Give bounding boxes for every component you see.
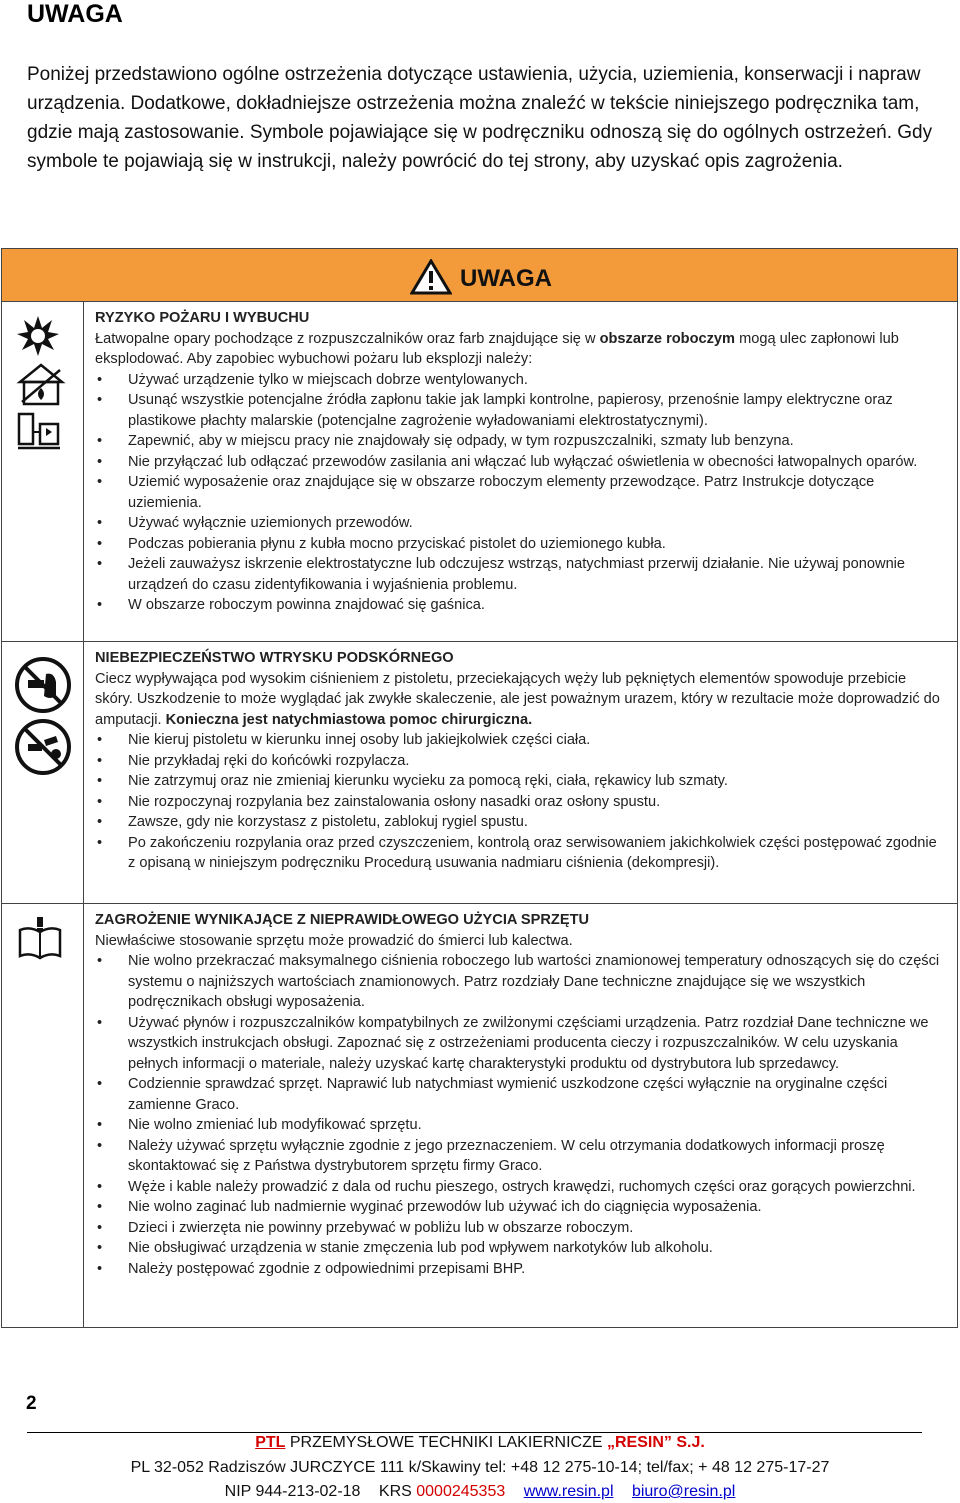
list-item: • Nie przyłączać lub odłączać przewodów zasilania ani włączać lub wyłączać oświetlenia w obecności łatwopalnych oparów. <box>95 452 947 473</box>
list-item: • Nie przykładaj ręki do końcówki rozpylacza. <box>95 751 947 772</box>
list-item: • Węże i kable należy prowadzić z dala od ruchu pieszego, ostrych krawędzi, ruchomych części oraz gorących powierzchni. <box>95 1177 947 1198</box>
lead-text-end: mogą ulec zapłonowi lub eksplodować. Aby zapobiec wybuchowi pożaru lub eksplozji należy: <box>95 330 899 367</box>
warning-triangle-icon <box>410 259 452 295</box>
list-item: • Używać płynów i rozpuszczalników kompatybilnych ze zwilżonymi częściami urządzenia. Patrz rozdział Dane techniczne we wszystkich instrukcjach obsługi. Zapoznać się z ostrzeżeniami producenta cieczy i rozpuszczalników. W celu uzyskania pełnych informacji o materiale, należy uzyskać kartę charakterystyki produktu od dystrybutora lub sprzedawcy. <box>95 1013 947 1075</box>
section-icons <box>2 302 84 641</box>
list-item: • Jeżeli zauważysz iskrzenie elektrostatyczne lub odczujesz wstrząs, natychmiast przerwij działanie. Nie używaj ponownie urządzeń do czasu zidentyfikowania i wyjaśnienia problemu. <box>95 554 947 595</box>
grounding-icon <box>16 410 62 450</box>
list-item: • Nie obsługiwać urządzenia w stanie zmęczenia lub pod wpływem narkotyków lub alkoholu. <box>95 1238 947 1259</box>
lead-text: Łatwopalne opary pochodzące z rozpuszczalników oraz farb znajdujące się w <box>95 330 600 347</box>
section-equipment-misuse <box>2 903 957 1327</box>
footer-brand: „RESIN” S.J. <box>606 1434 705 1451</box>
lead-bold: obszarze roboczym <box>599 330 736 347</box>
section-content <box>95 910 947 1279</box>
section-injection-hazard <box>2 641 957 903</box>
warning-table-title: UWAGA <box>460 265 552 292</box>
list-item: • Zapewnić, aby w miejscu pracy nie znajdowały się odpady, w tym rozpuszczalniki, szmaty lub benzyna. <box>95 431 947 452</box>
footer-company-line <box>0 1434 960 1452</box>
list-item: • Używać urządzenie tylko w miejscach dobrze wentylowanych. <box>95 370 947 391</box>
list-item: • Uziemić wyposażenie oraz znajdujące się w obszarze roboczym elementy przewodzące. Patrz Instrukcje dotyczące uziemienia. <box>95 472 947 513</box>
section-lead <box>95 669 947 731</box>
no-open-flame-icon <box>16 362 66 406</box>
lead-text: Niewłaściwe stosowanie sprzętu może prowadzić do śmierci lub kalectwa. <box>95 932 573 949</box>
list-item: • Po zakończeniu rozpylania oraz przed czyszczeniem, kontrolą oraz serwisowaniem jakichkolwiek części postępować zgodnie z opisaną w niniejszym podręczniku Procedurą usuwania nadmiaru ciśnienia (dekompresji). <box>95 833 947 874</box>
section-icons <box>2 642 84 903</box>
section-fire-explosion <box>2 301 957 641</box>
footer-krs-label: KRS <box>378 1483 412 1500</box>
no-spray-at-body-icon <box>14 718 72 776</box>
section-title: RYZYKO POŻARU I WYBUCHU <box>95 310 310 326</box>
warning-table <box>1 248 958 1328</box>
page-number: 2 <box>26 1393 37 1414</box>
warning-list <box>95 951 947 1279</box>
list-item: • Nie wolno zaginać lub nadmiernie wyginać przewodów lub używać ich do ciągnięcia wyposażenia. <box>95 1197 947 1218</box>
section-content <box>95 308 947 616</box>
warning-table-header <box>2 249 957 302</box>
footer-company: PRZEMYSŁOWE TECHNIKI LAKIERNICZE <box>289 1434 603 1451</box>
no-hand-spray-icon <box>14 656 72 714</box>
footer-contact-line <box>0 1483 960 1501</box>
page-heading: UWAGA <box>27 0 123 28</box>
list-item: • Nie wolno przekraczać maksymalnego ciśnienia roboczego lub wartości znamionowej temperatury odnoszących się do części systemu o najniższych wartościach znamionowych. Patrz rozdziały Dane techniczne znajdujące się we wszystkich podręcznikach obsługi wyposażenia. <box>95 951 947 1013</box>
list-item: • Należy używać sprzętu wyłącznie zgodnie z jego przeznaczeniem. W celu otrzymania dodatkowych informacji proszę skontaktować się z Państwa dystrybutorem sprzętu firmy Graco. <box>95 1136 947 1177</box>
footer-address: PL 32-052 Radziszów JURCZYCE 111 k/Skawiny tel: +48 12 275-10-14; tel/fax; + 48 12 275-17-27 <box>130 1459 830 1476</box>
footer-abbr: PTL <box>255 1434 286 1451</box>
warning-list <box>95 730 947 874</box>
read-manual-icon <box>16 916 64 960</box>
lead-text: Ciecz wypływająca pod wysokim ciśnieniem z pistoletu, przeciekających węży lub pękniętych elementów spowoduje przebicie skóry. Uszkodzenie to może wyglądać jak zwykłe skaleczenie, ale jest poważnym urazem, który w rezultacie może doprowadzić do amputacji. <box>95 670 940 728</box>
list-item: • Nie kieruj pistoletu w kierunku innej osoby lub jakiejkolwiek części ciała. <box>95 730 947 751</box>
list-item: • Nie wolno zmieniać lub modyfikować sprzętu. <box>95 1115 947 1136</box>
footer-divider <box>27 1432 922 1433</box>
explosion-icon <box>16 314 60 358</box>
list-item: • Nie rozpoczynaj rozpylania bez zainstalowania osłony nasadki oraz osłony spustu. <box>95 792 947 813</box>
warning-list <box>95 370 947 616</box>
footer-krs-value: 0000245353 <box>416 1483 506 1500</box>
lead-bold: Konieczna jest natychmiastowa pomoc chirurgiczna. <box>165 711 533 728</box>
section-title: NIEBEZPIECZEŃSTWO WTRYSKU PODSKÓRNEGO <box>95 650 454 666</box>
list-item: • Używać wyłącznie uziemionych przewodów. <box>95 513 947 534</box>
list-item: • Usunąć wszystkie potencjalne źródła zapłonu takie jak lampki kontrolne, papierosy, przenośnie lampy elektryczne oraz plastikowe płachty malarskie (potencjalne zagrożenie wyładowaniami elektrostatycznymi). <box>95 390 947 431</box>
section-lead <box>95 931 947 952</box>
list-item: • Zawsze, gdy nie korzystasz z pistoletu, zablokuj rygiel spustu. <box>95 812 947 833</box>
footer-email-link[interactable]: biuro@resin.pl <box>631 1483 736 1500</box>
list-item: • Codziennie sprawdzać sprzęt. Naprawić lub natychmiast wymienić uszkodzone części wyłącznie na oryginalne części zamienne Graco. <box>95 1074 947 1115</box>
list-item: • Podczas pobierania płynu z kubła mocno przyciskać pistolet do uziemionego kubła. <box>95 534 947 555</box>
list-item: • Należy postępować zgodnie z odpowiednimi przepisami BHP. <box>95 1259 947 1280</box>
section-title: ZAGROŻENIE WYNIKAJĄCE Z NIEPRAWIDŁOWEGO UŻYCIA SPRZĘTU <box>95 912 590 928</box>
list-item: • Dzieci i zwierzęta nie powinny przebywać w pobliżu lub w obszarze roboczym. <box>95 1218 947 1239</box>
intro-paragraph: Poniżej przedstawiono ogólne ostrzeżenia dotyczące ustawienia, użycia, uziemienia, konserwacji i napraw urządzenia. Dodatkowe, dokładniejsze ostrzeżenia można znaleźć w tekście niniejszego podręcznika tam, gdzie mają zastosowanie. Symbole pojawiające się w podręczniku odnoszą się do ogólnych ostrzeżeń. Gdy symbole te pojawiają się w instrukcji, należy powrócić do tej strony, aby uzyskać opis zagrożenia. <box>27 64 933 172</box>
section-lead <box>95 329 947 370</box>
list-item: • W obszarze roboczym powinna znajdować się gaśnica. <box>95 595 947 616</box>
footer-nip: NIP 944-213-02-18 <box>224 1483 361 1500</box>
list-item: • Nie zatrzymuj oraz nie zmieniaj kierunku wycieku za pomocą ręki, ciała, rękawicy lub szmaty. <box>95 771 947 792</box>
section-content <box>95 648 947 874</box>
section-icons <box>2 904 84 1327</box>
footer-website-link[interactable]: www.resin.pl <box>523 1483 614 1500</box>
